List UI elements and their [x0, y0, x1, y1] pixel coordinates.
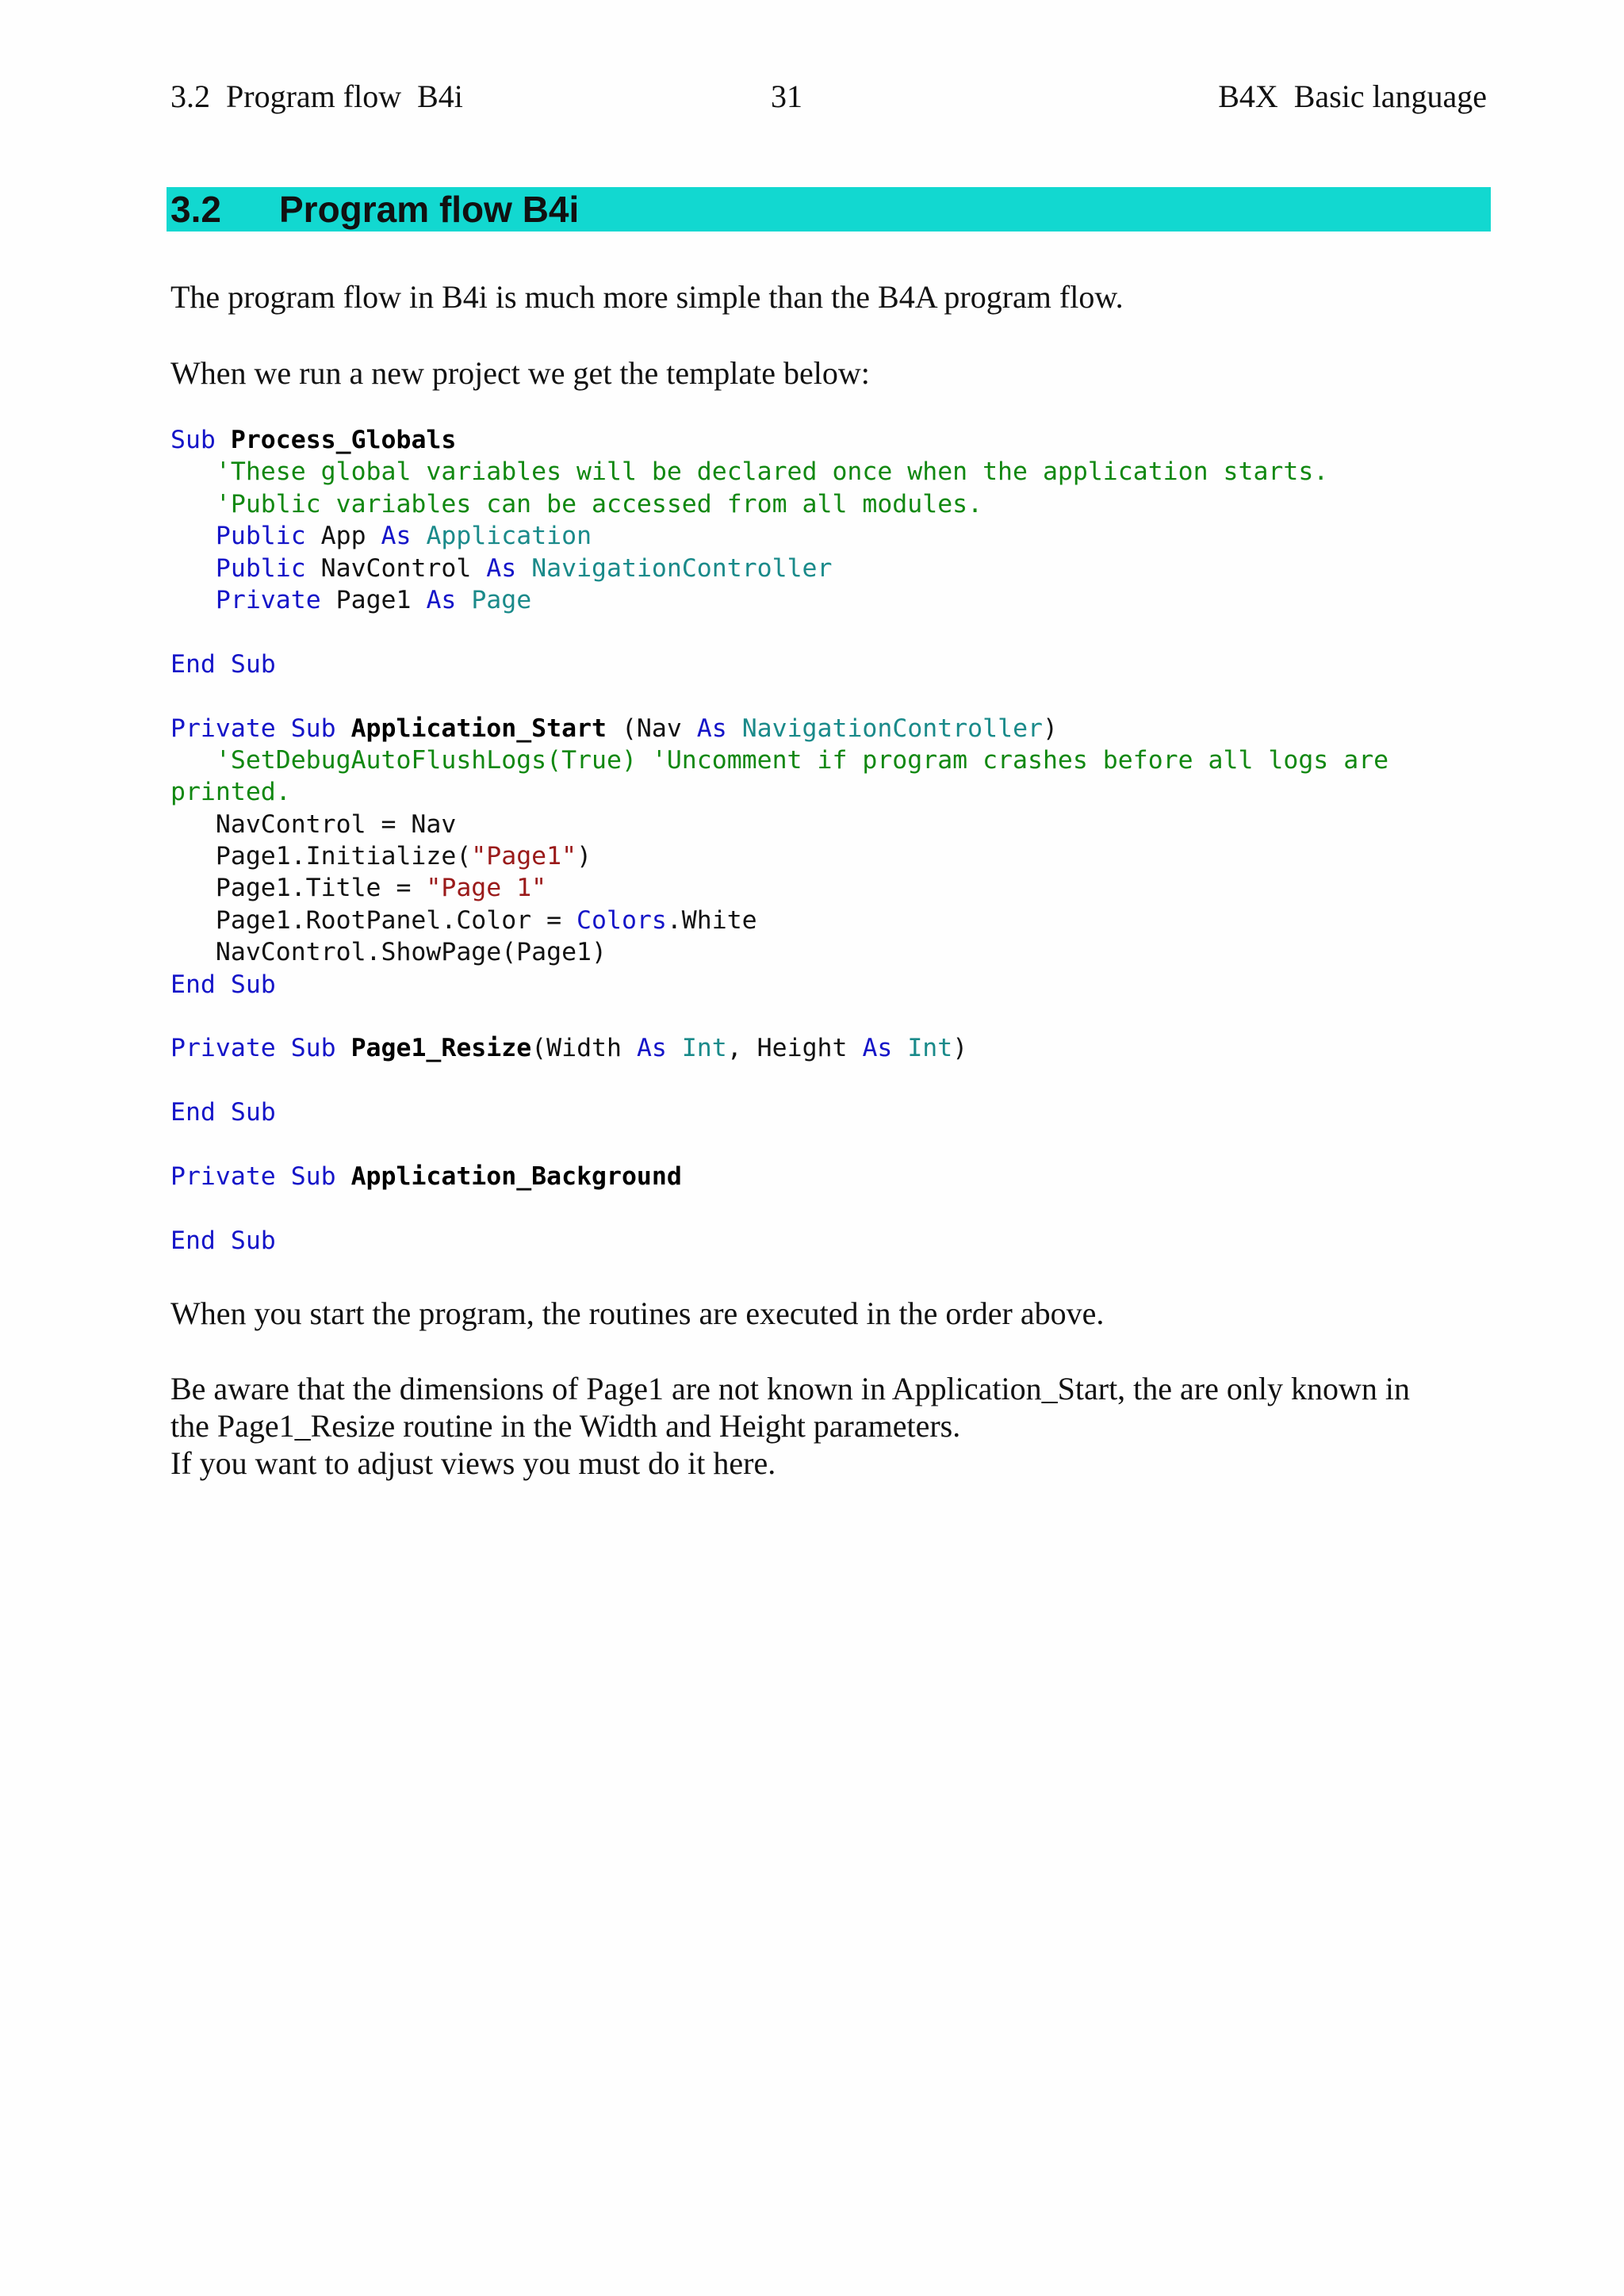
section-title: Program flow B4i — [279, 189, 580, 230]
code-line: Page1.Initialize("Page1") — [170, 842, 592, 871]
code-line: Private Sub Page1_Resize(Width As Int, Height As Int) — [170, 1034, 968, 1063]
code-listing — [170, 424, 1503, 1257]
page-number: 31 — [771, 78, 802, 114]
code-line: End Sub — [170, 649, 276, 679]
code-line: End Sub — [170, 1098, 276, 1127]
code-blank-line — [170, 680, 1503, 712]
running-header-right: B4X Basic language — [1218, 78, 1487, 114]
paragraph-order: When you start the program, the routines are executed in the order above. — [170, 1295, 1105, 1331]
code-line: End Sub — [170, 970, 276, 999]
code-line: Page1.Title = "Page 1" — [170, 874, 547, 903]
paragraph-aware-line-3: If you want to adjust views you must do it here. — [170, 1445, 776, 1481]
section-number: 3.2 — [170, 189, 221, 230]
code-line: NavControl = Nav — [170, 809, 457, 839]
code-blank-line — [170, 1001, 1503, 1032]
code-line: 'Public variables can be accessed from all modules. — [170, 489, 983, 519]
code-line: Private Page1 As Page — [215, 585, 532, 614]
code-blank-line — [170, 1065, 1503, 1096]
code-line: End Sub — [170, 1226, 276, 1255]
code-line: Page1.RootPanel.Color = Colors.White — [170, 905, 757, 935]
code-line: 'SetDebugAutoFlushLogs(True) 'Uncomment if program crashes before all logs are — [170, 745, 1389, 775]
paragraph-intro: The program flow in B4i is much more simple than the B4A program flow. — [170, 279, 1124, 315]
running-header-left: 3.2 Program flow B4i — [170, 78, 463, 114]
code-line: 'These global variables will be declared once when the application starts. — [170, 457, 1329, 487]
paragraph-aware-line-1: Be aware that the dimensions of Page1 are not known in Application_Start, the are only known in — [170, 1371, 1410, 1406]
code-line: Private Sub Application_Background — [170, 1161, 682, 1191]
code-line: printed. — [170, 778, 291, 807]
code-blank-line — [170, 1129, 1503, 1161]
code-line: Sub Process_Globals — [170, 426, 457, 454]
paragraph-aware-line-2: the Page1_Resize routine in the Width and Height parameters. — [170, 1408, 961, 1444]
code-line: Public NavControl As NavigationController — [215, 553, 833, 583]
paragraph-template: When we run a new project we get the template below: — [170, 355, 870, 391]
code-line: Public App As Application — [215, 522, 592, 551]
code-line: Private Sub Application_Start (Nav As NavigationController) — [170, 714, 1058, 743]
code-blank-line — [170, 616, 1503, 648]
code-line: NavControl.ShowPage(Page1) — [170, 938, 607, 967]
code-blank-line — [170, 1192, 1503, 1224]
